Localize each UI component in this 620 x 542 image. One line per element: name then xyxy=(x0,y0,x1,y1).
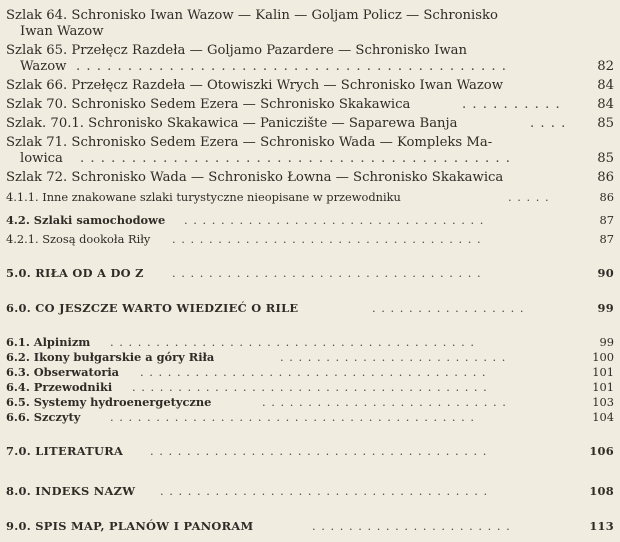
toc-entry-title: Szlak 71. Schronisko Sedem Ezera — Schronisko Wada — Kompleks Ma- xyxy=(6,135,493,150)
toc-entry-title-continued: Wazow xyxy=(20,59,67,74)
page-number: 87 xyxy=(599,232,614,246)
page-number: 100 xyxy=(592,350,614,364)
dot-leader: . . . . . . . . . . . . . . . . . . . . . . . . . . . . . . . . . . . . . . . . . . xyxy=(80,151,511,166)
dot-leader: . . . . . . . . . . . . . . . . . . . . . . . . . . . xyxy=(262,395,507,409)
toc-entry-title: Szlak. 70.1. Schronisko Skakawica — Paniczište — Saparewa Banja xyxy=(6,116,458,131)
toc-entry-title: Szlak 70. Schronisko Sedem Ezera — Schronisko Skakawica xyxy=(6,97,411,112)
page-number: 103 xyxy=(592,395,614,409)
dot-leader: . . . . . . . . . . . . . . . . . . . . . . . . . . . . . . . . . . . . xyxy=(160,484,489,498)
toc-entry-title-continued: Iwan Wazow xyxy=(20,24,104,39)
page-number: 113 xyxy=(589,519,614,533)
dot-leader: . . . . . . . . . . . . . . . . . . . . . . . . . . . . . . . . . xyxy=(184,213,485,227)
toc-entry-title: Szlak 66. Przełęcz Razdeła — Otowiszki Wrych — Schronisko Iwan Wazow xyxy=(6,78,504,93)
page-number: 86 xyxy=(599,190,614,204)
dot-leader: . . . . . . . . . . . . . . . . . . . . . . . . . . . . . . . . . . . . . . . xyxy=(132,380,488,394)
toc-entry-title: Szlak 72. Schronisko Wada — Schronisko Łowna — Schronisko Skakawica xyxy=(6,170,504,185)
dot-leader: . . . . . . . . . . xyxy=(462,97,561,112)
page-number: 99 xyxy=(597,301,614,315)
dot-leader: . . . . . . . . . . . . . . . . . . . . . . xyxy=(312,519,511,533)
page-number: 82 xyxy=(597,59,614,74)
toc-entry-title: Szlak 65. Przełęcz Razdeła — Goljamo Pazardere — Schronisko Iwan xyxy=(6,43,468,58)
dot-leader: . . . . . . . . . . . . . . . . . . . . . . . . . . . . . . . . . . . . . . . . xyxy=(110,335,476,349)
toc-entry-title: 6.6. Szczyty xyxy=(6,410,81,424)
dot-leader: . . . . . . . . . . . . . . . . . . . . . . . . . . . . . . . . . . xyxy=(172,232,482,246)
page-number: 106 xyxy=(589,444,614,458)
page-number: 99 xyxy=(599,335,614,349)
page-number: 101 xyxy=(592,365,614,379)
toc-entry-title: 8.0. INDEKS NAZW xyxy=(6,484,136,498)
toc-entry-title: 4.2. Szlaki samochodowe xyxy=(6,213,166,227)
toc-entry-title: 5.0. RIŁA OD A DO Z xyxy=(6,266,144,280)
dot-leader: . . . . . . . . . . . . . . . . . . . . . . . . . . . . . . . . . . . . . . . . . . xyxy=(76,59,507,74)
page-number: 84 xyxy=(597,97,614,112)
toc-entry-title: 9.0. SPIS MAP, PLANÓW I PANORAM xyxy=(6,519,254,533)
toc-entry-title: Szlak 64. Schronisko Iwan Wazow — Kalin — Goljam Policz — Schronisko xyxy=(6,8,498,23)
toc-entry-title-continued: lowica xyxy=(20,151,63,166)
toc-entry-title: 6.1. Alpinizm xyxy=(6,335,91,349)
dot-leader: . . . . xyxy=(530,116,567,131)
dot-leader: . . . . . . . . . . . . . . . . . . . . . . . . . xyxy=(280,350,507,364)
dot-leader: . . . . . xyxy=(508,190,550,204)
page-number: 104 xyxy=(592,410,614,424)
page-number: 85 xyxy=(597,151,614,166)
toc-entry-title: 6.0. CO JESZCZE WARTO WIEDZIEĆ O RILE xyxy=(6,301,299,315)
dot-leader: . . . . . . . . . . . . . . . . . . . . . . . . . . . . . . . . . . . . . . . . xyxy=(110,410,476,424)
toc-entry-title: 6.2. Ikony bułgarskie a góry Riła xyxy=(6,350,215,364)
toc-entry-title: 7.0. LITERATURA xyxy=(6,444,124,458)
page-number: 87 xyxy=(599,213,614,227)
toc-entry-title: 6.4. Przewodniki xyxy=(6,380,113,394)
page-number: 101 xyxy=(592,380,614,394)
toc-entry-title: 4.2.1. Szosą dookoła Riły xyxy=(6,232,151,246)
page-number: 84 xyxy=(597,78,614,93)
page-number: 108 xyxy=(589,484,614,498)
toc-entry-title: 6.5. Systemy hydroenergetyczne xyxy=(6,395,212,409)
page-number: 85 xyxy=(597,116,614,131)
dot-leader: . . . . . . . . . . . . . . . . . . . . . . . . . . . . . . . . . . . . . . xyxy=(140,365,487,379)
dot-leader: . . . . . . . . . . . . . . . . . . . . . . . . . . . . . . . . . . . . . xyxy=(150,444,488,458)
toc-entry-title: 4.1.1. Inne znakowane szlaki turystyczne nieopisane w przewodniku xyxy=(6,190,401,204)
dot-leader: . . . . . . . . . . . . . . . . . . . . . . . . . . . . . . . . . . xyxy=(172,266,482,280)
toc-entry-title: 6.3. Obserwatoria xyxy=(6,365,120,379)
dot-leader: . . . . . . . . . . . . . . . . . xyxy=(372,301,525,315)
page-number: 90 xyxy=(597,266,614,280)
page-number: 86 xyxy=(597,170,614,185)
